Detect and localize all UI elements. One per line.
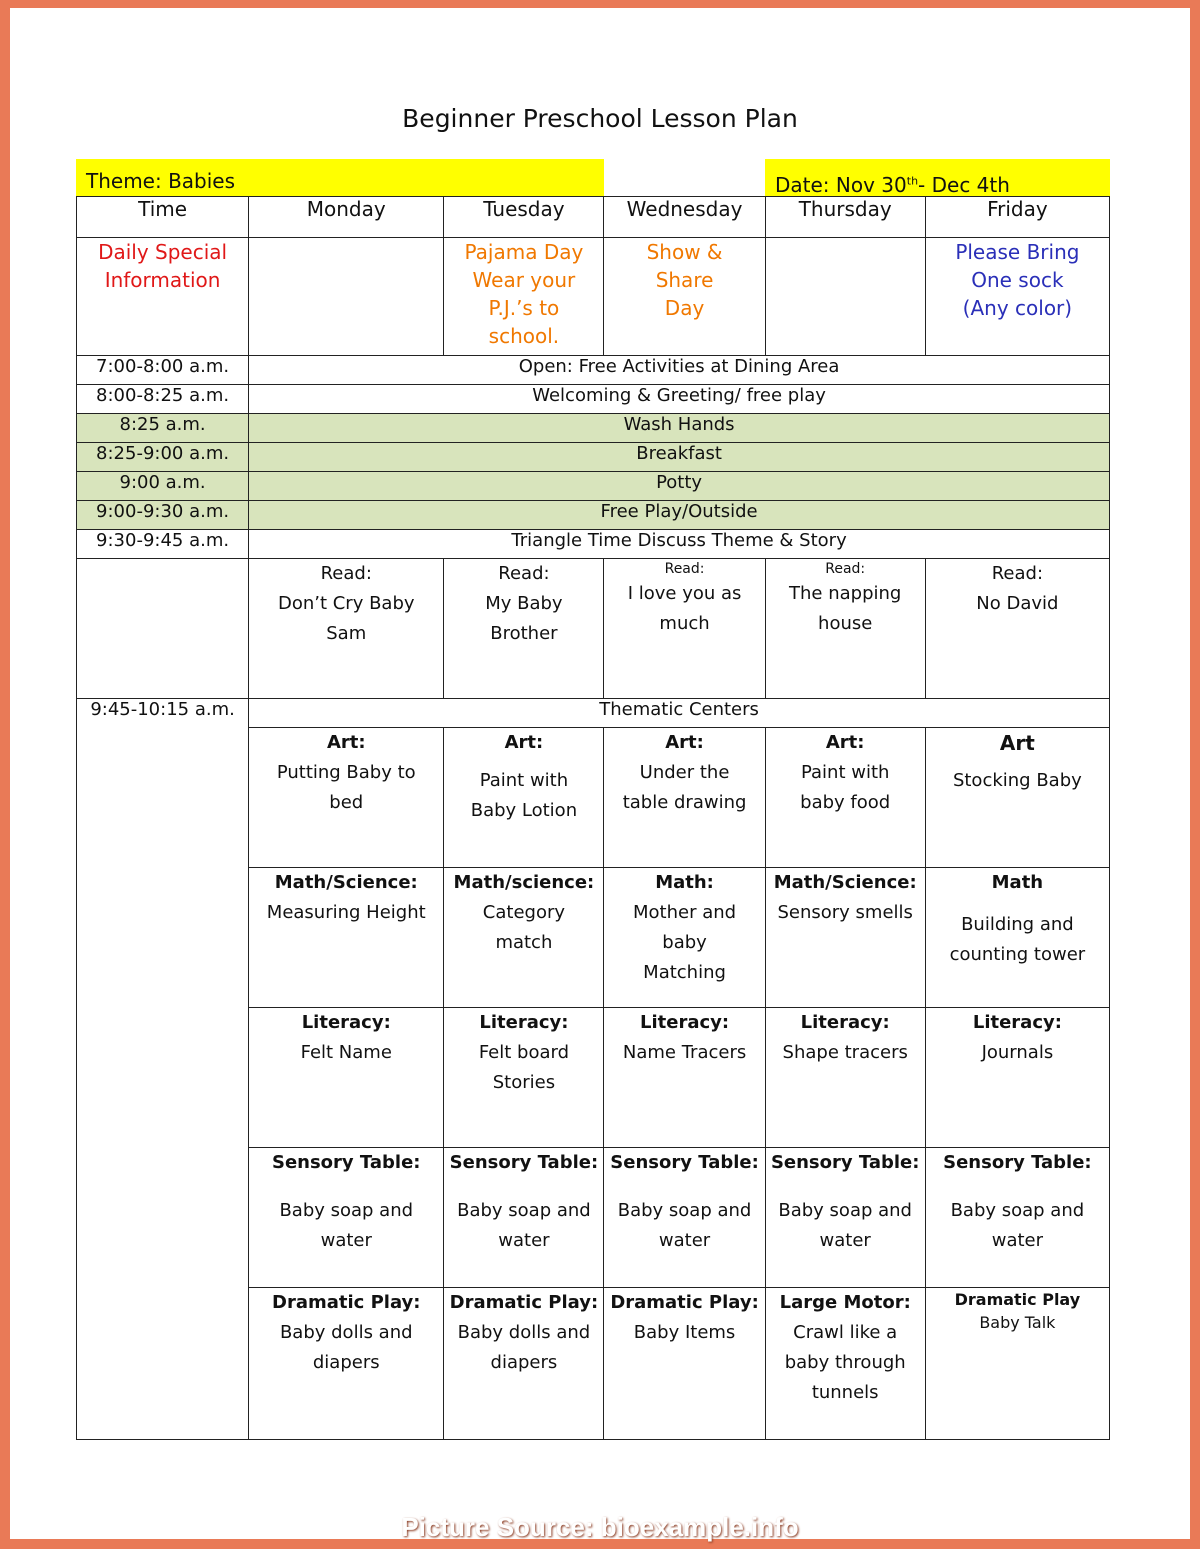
- center-cell: Sensory Table: Baby soap and water: [765, 1148, 925, 1288]
- schedule-activity: Triangle Time Discuss Theme & Story: [249, 530, 1110, 559]
- center-cell: Sensory Table: Baby soap and water: [604, 1148, 765, 1288]
- schedule-row: [77, 356, 1110, 385]
- special-info-wednesday: Show & Share Day: [604, 238, 765, 356]
- center-cell: Literacy: Felt Name: [249, 1008, 444, 1148]
- schedule-time: 8:25-9:00 a.m.: [77, 443, 249, 472]
- center-cell: Literacy: Name Tracers: [604, 1008, 765, 1148]
- center-cell: Math/Science: Sensory smells: [765, 868, 925, 1008]
- center-cell: Literacy: Journals: [925, 1008, 1109, 1148]
- center-cell: Dramatic Play Baby Talk: [925, 1288, 1109, 1440]
- header-cell: Time: [77, 197, 249, 238]
- read-cell: Read: The napping house: [765, 559, 925, 699]
- read-cell: Read: I love you as much: [604, 559, 765, 699]
- header-cell: Tuesday: [444, 197, 604, 238]
- read-cell: Read: My Baby Brother: [444, 559, 604, 699]
- centers-time: 9:45-10:15 a.m.: [77, 699, 249, 1440]
- theme-label: Theme: Babies: [86, 169, 236, 193]
- schedule-activity: Welcoming & Greeting/ free play: [249, 385, 1110, 414]
- page-title: Beginner Preschool Lesson Plan: [402, 104, 798, 133]
- centers-title: Thematic Centers: [249, 699, 1110, 728]
- schedule-time: 7:00-8:00 a.m.: [77, 356, 249, 385]
- header-cell: Thursday: [765, 197, 925, 238]
- center-cell: Math Building and counting tower: [925, 868, 1109, 1008]
- center-cell: Art: Under the table drawing: [604, 728, 765, 868]
- picture-source-caption: Picture Source: bioexample.info: [401, 1512, 799, 1542]
- schedule-time: 9:00 a.m.: [77, 472, 249, 501]
- theme-banner: [76, 159, 604, 196]
- centers-title-row: [77, 699, 1110, 728]
- center-cell: Math/Science: Measuring Height: [249, 868, 444, 1008]
- read-time: [77, 559, 249, 699]
- special-info-thursday: [765, 238, 925, 356]
- date-banner: [765, 159, 1110, 196]
- schedule-time: 9:00-9:30 a.m.: [77, 501, 249, 530]
- center-cell: Sensory Table: Baby soap and water: [444, 1148, 604, 1288]
- center-cell: Large Motor: Crawl like a baby through tunnels: [765, 1288, 925, 1440]
- special-info-label: Daily Special Information: [77, 238, 249, 356]
- schedule-time: 8:00-8:25 a.m.: [77, 385, 249, 414]
- center-cell: Art: Putting Baby to bed: [249, 728, 444, 868]
- center-cell: Art: Paint with baby food: [765, 728, 925, 868]
- header-cell: Wednesday: [604, 197, 765, 238]
- schedule-row: [77, 472, 1110, 501]
- center-cell: Literacy: Shape tracers: [765, 1008, 925, 1148]
- schedule-row: [77, 385, 1110, 414]
- special-info-row: [77, 238, 1110, 356]
- schedule-activity: Breakfast: [249, 443, 1110, 472]
- header-cell: Friday: [925, 197, 1109, 238]
- schedule-time: 8:25 a.m.: [77, 414, 249, 443]
- schedule-row: [77, 530, 1110, 559]
- center-cell: Art Stocking Baby: [925, 728, 1109, 868]
- date-label: Date: Nov 30th- Dec 4th: [775, 172, 1010, 197]
- schedule-activity: Open: Free Activities at Dining Area: [249, 356, 1110, 385]
- center-cell: Sensory Table: Baby soap and water: [249, 1148, 444, 1288]
- lesson-plan-table: [76, 196, 1110, 1440]
- schedule-row: [77, 414, 1110, 443]
- special-info-monday: [249, 238, 444, 356]
- center-cell: Sensory Table: Baby soap and water: [925, 1148, 1109, 1288]
- schedule-row: [77, 501, 1110, 530]
- center-cell: Dramatic Play: Baby Items: [604, 1288, 765, 1440]
- schedule-row: [77, 443, 1110, 472]
- special-info-tuesday: Pajama Day Wear your P.J.’s to school.: [444, 238, 604, 356]
- read-row: [77, 559, 1110, 699]
- schedule-activity: Wash Hands: [249, 414, 1110, 443]
- center-cell: Dramatic Play: Baby dolls and diapers: [249, 1288, 444, 1440]
- schedule-activity: Potty: [249, 472, 1110, 501]
- header-cell: Monday: [249, 197, 444, 238]
- center-cell: Math/science: Category match: [444, 868, 604, 1008]
- center-cell: Art: Paint with Baby Lotion: [444, 728, 604, 868]
- schedule-activity: Free Play/Outside: [249, 501, 1110, 530]
- special-info-friday: Please Bring One sock (Any color): [925, 238, 1109, 356]
- center-cell: Literacy: Felt board Stories: [444, 1008, 604, 1148]
- center-cell: Dramatic Play: Baby dolls and diapers: [444, 1288, 604, 1440]
- center-cell: Math: Mother and baby Matching: [604, 868, 765, 1008]
- schedule-time: 9:30-9:45 a.m.: [77, 530, 249, 559]
- read-cell: Read: No David: [925, 559, 1109, 699]
- header-row: [77, 197, 1110, 238]
- read-cell: Read: Don’t Cry Baby Sam: [249, 559, 444, 699]
